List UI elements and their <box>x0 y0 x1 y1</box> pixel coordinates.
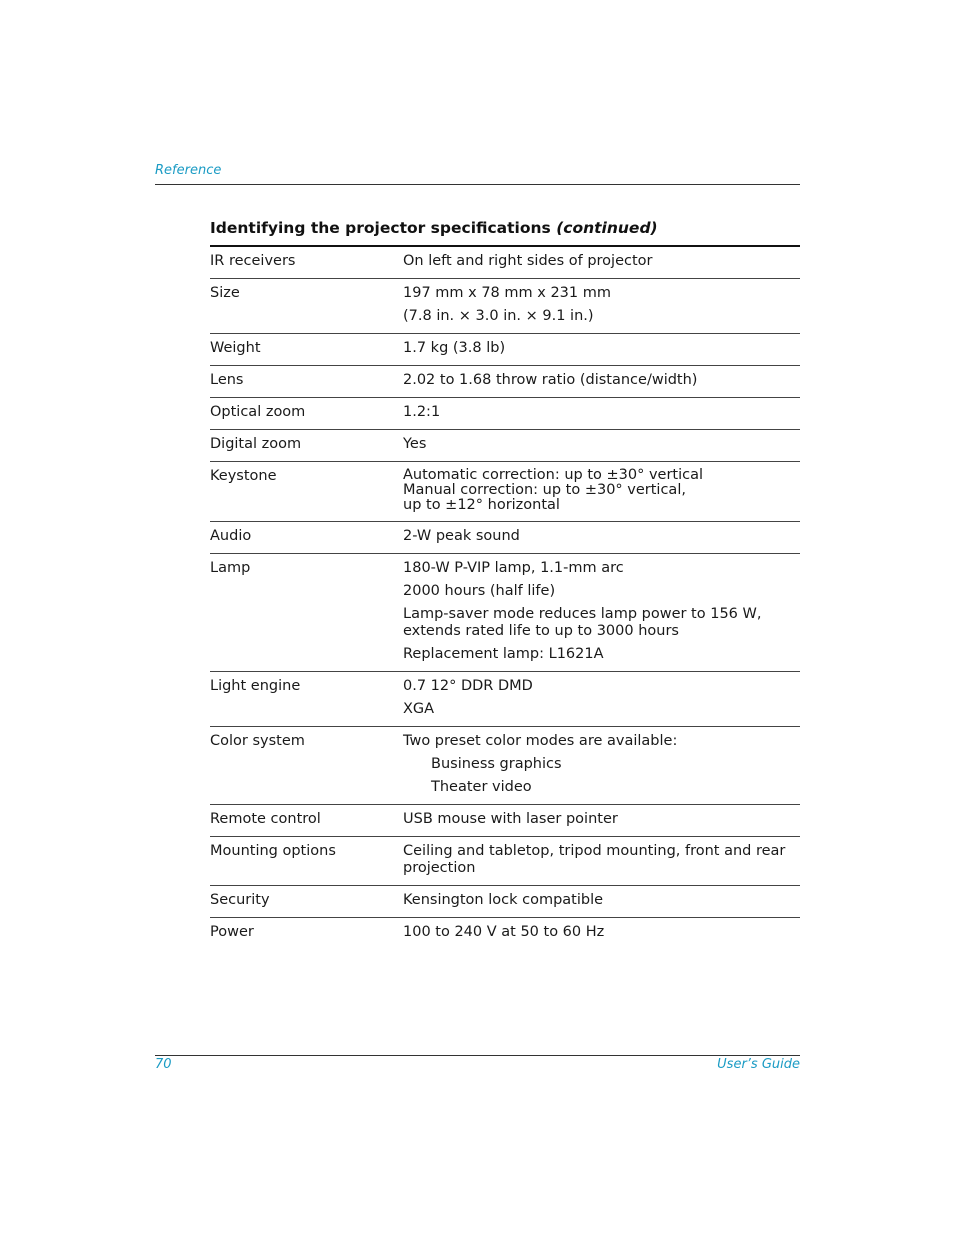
spec-label: Remote control <box>210 811 321 827</box>
spec-label: Size <box>210 285 240 301</box>
spec-value-line: 197 mm x 78 mm x 231 mm <box>403 285 611 301</box>
table-row <box>210 837 800 886</box>
spec-value-line: 2000 hours (half life) <box>403 583 556 599</box>
spec-label: Lamp <box>210 560 251 576</box>
table-row <box>210 918 800 950</box>
spec-label: Weight <box>210 340 261 356</box>
specifications-table <box>210 247 800 949</box>
table-title-main: Identifying the projector specifications <box>210 219 551 237</box>
spec-value <box>403 522 800 554</box>
spec-value <box>403 886 800 918</box>
table-title <box>210 219 658 237</box>
footer-guide-title: User’s Guide <box>717 1057 800 1072</box>
spec-value <box>403 554 800 672</box>
spec-value <box>403 366 800 398</box>
table-row <box>210 672 800 727</box>
spec-label: Mounting options <box>210 843 336 859</box>
spec-label: Audio <box>210 528 252 544</box>
page-number: 70 <box>155 1057 172 1072</box>
spec-label: Keystone <box>210 468 277 484</box>
table-row <box>210 334 800 366</box>
spec-value-line: XGA <box>403 701 435 717</box>
spec-value-line: Yes <box>403 436 427 452</box>
spec-value-line: 180-W P-VIP lamp, 1.1-mm arc <box>403 560 624 576</box>
table-row <box>210 522 800 554</box>
spec-label: Optical zoom <box>210 404 306 420</box>
spec-value <box>403 727 800 805</box>
footer-rule <box>155 1055 800 1056</box>
spec-value-line: Business graphics <box>431 756 562 772</box>
spec-value-line: Manual correction: up to ±30° vertical, <box>403 482 686 498</box>
spec-label: IR receivers <box>210 253 296 269</box>
spec-value-line: 100 to 240 V at 50 to 60 Hz <box>403 924 605 940</box>
spec-value-line: Automatic correction: up to ±30° vertical <box>403 467 704 483</box>
spec-label: Color system <box>210 733 305 749</box>
header-rule <box>155 184 800 185</box>
spec-value <box>403 430 800 462</box>
spec-value <box>403 398 800 430</box>
spec-label: Security <box>210 892 270 908</box>
spec-label: Light engine <box>210 678 301 694</box>
spec-value-line: up to ±12° horizontal <box>403 497 560 513</box>
spec-value-line: Two preset color modes are available: <box>403 733 678 749</box>
table-row <box>210 554 800 672</box>
table-row <box>210 279 800 334</box>
spec-value <box>403 918 800 950</box>
spec-value-line: 0.7 12° DDR DMD <box>403 678 533 694</box>
spec-value-line: On left and right sides of projector <box>403 253 653 269</box>
table-title-continued: (continued) <box>556 219 658 237</box>
spec-label: Digital zoom <box>210 436 302 452</box>
table-row <box>210 727 800 805</box>
spec-value-line: 2-W peak sound <box>403 528 520 544</box>
spec-value <box>403 462 800 522</box>
spec-value-line: Theater video <box>431 779 532 795</box>
spec-value-line: Lamp-saver mode reduces lamp power to 156 W, extends rated life to up to 3000 hours <box>403 606 762 639</box>
spec-label: Lens <box>210 372 244 388</box>
spec-value-line: Kensington lock compatible <box>403 892 604 908</box>
spec-value-line: 1.7 kg (3.8 lb) <box>403 340 506 356</box>
table-row <box>210 366 800 398</box>
spec-value <box>403 334 800 366</box>
spec-value <box>403 279 800 334</box>
spec-value <box>403 672 800 727</box>
spec-value <box>403 837 800 886</box>
spec-value-line: (7.8 in. × 3.0 in. × 9.1 in.) <box>403 308 594 324</box>
table-row <box>210 886 800 918</box>
spec-value <box>403 247 800 279</box>
table-row <box>210 462 800 522</box>
running-header: Reference <box>155 163 222 178</box>
spec-value <box>403 805 800 837</box>
spec-value-line: Replacement lamp: L1621A <box>403 646 604 662</box>
table-row <box>210 247 800 279</box>
table-row <box>210 805 800 837</box>
spec-value-line: USB mouse with laser pointer <box>403 811 618 827</box>
spec-value-line: Ceiling and tabletop, tripod mounting, front and rear projection <box>403 843 786 876</box>
spec-value-line: 2.02 to 1.68 throw ratio (distance/width) <box>403 372 698 388</box>
spec-label: Power <box>210 924 254 940</box>
table-row <box>210 430 800 462</box>
table-row <box>210 398 800 430</box>
spec-value-line: 1.2:1 <box>403 404 441 420</box>
